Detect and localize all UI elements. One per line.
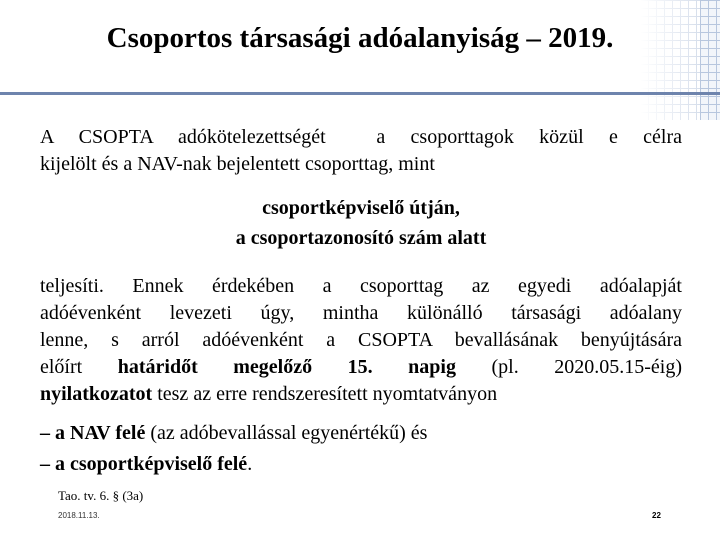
title-divider: [0, 92, 720, 95]
main-line-1: teljesíti. Ennek érdekében a csoporttag az egyedi adóalapját: [40, 275, 682, 297]
intro-paragraph: [40, 124, 682, 178]
intro-line-1: A CSOPTA adókötelezettségét a csoporttagok közül e célra: [40, 126, 682, 148]
recipient-item-nav: [40, 418, 682, 449]
footer-date: 2018.11.13.: [58, 511, 100, 520]
decorative-grid: [700, 0, 720, 120]
main-line-4-start: előírt: [40, 356, 118, 378]
main-line-4-end: (pl. 2020.05.15-éig): [455, 356, 682, 378]
recipient-list: [40, 418, 682, 480]
main-paragraph: [40, 273, 682, 408]
deadline-emphasis: határidőt megelőző 15. napig: [117, 356, 456, 378]
main-line-3: lenne, s arról adóévenként a CSOPTA bevallásának benyújtására: [40, 329, 682, 351]
page-number: 22: [652, 511, 661, 520]
recipient-item-representative: [40, 449, 682, 480]
main-line-5-end: tesz az erre rendszeresített nyomtatványon: [152, 383, 498, 405]
recipient-representative-label: – a csoportképviselő felé: [40, 453, 248, 475]
main-line-5: [40, 381, 682, 408]
main-line-4: [40, 354, 682, 381]
main-line-2: adóévenként levezeti úgy, mintha különálló társasági adóalany: [40, 302, 682, 324]
recipient-nav-note: (az adóbevallással egyenértékű) és: [145, 422, 428, 444]
legal-reference: Tao. tv. 6. § (3a): [58, 488, 144, 503]
center-line-2: a csoportazonosító szám alatt: [235, 227, 487, 249]
center-line-1: csoportképviselő útján,: [262, 197, 460, 219]
declaration-emphasis: nyilatkozatot: [40, 383, 153, 405]
page-title: Csoportos társasági adóalanyiság – 2019.: [106, 22, 614, 54]
centered-emphasis: [40, 193, 682, 253]
recipient-representative-end: .: [247, 453, 253, 475]
intro-line-2: kijelölt és a NAV-nak bejelentett csoporttag, mint: [40, 153, 435, 175]
recipient-nav-label: – a NAV felé: [40, 422, 146, 444]
decorative-grid-fade: [640, 0, 700, 120]
